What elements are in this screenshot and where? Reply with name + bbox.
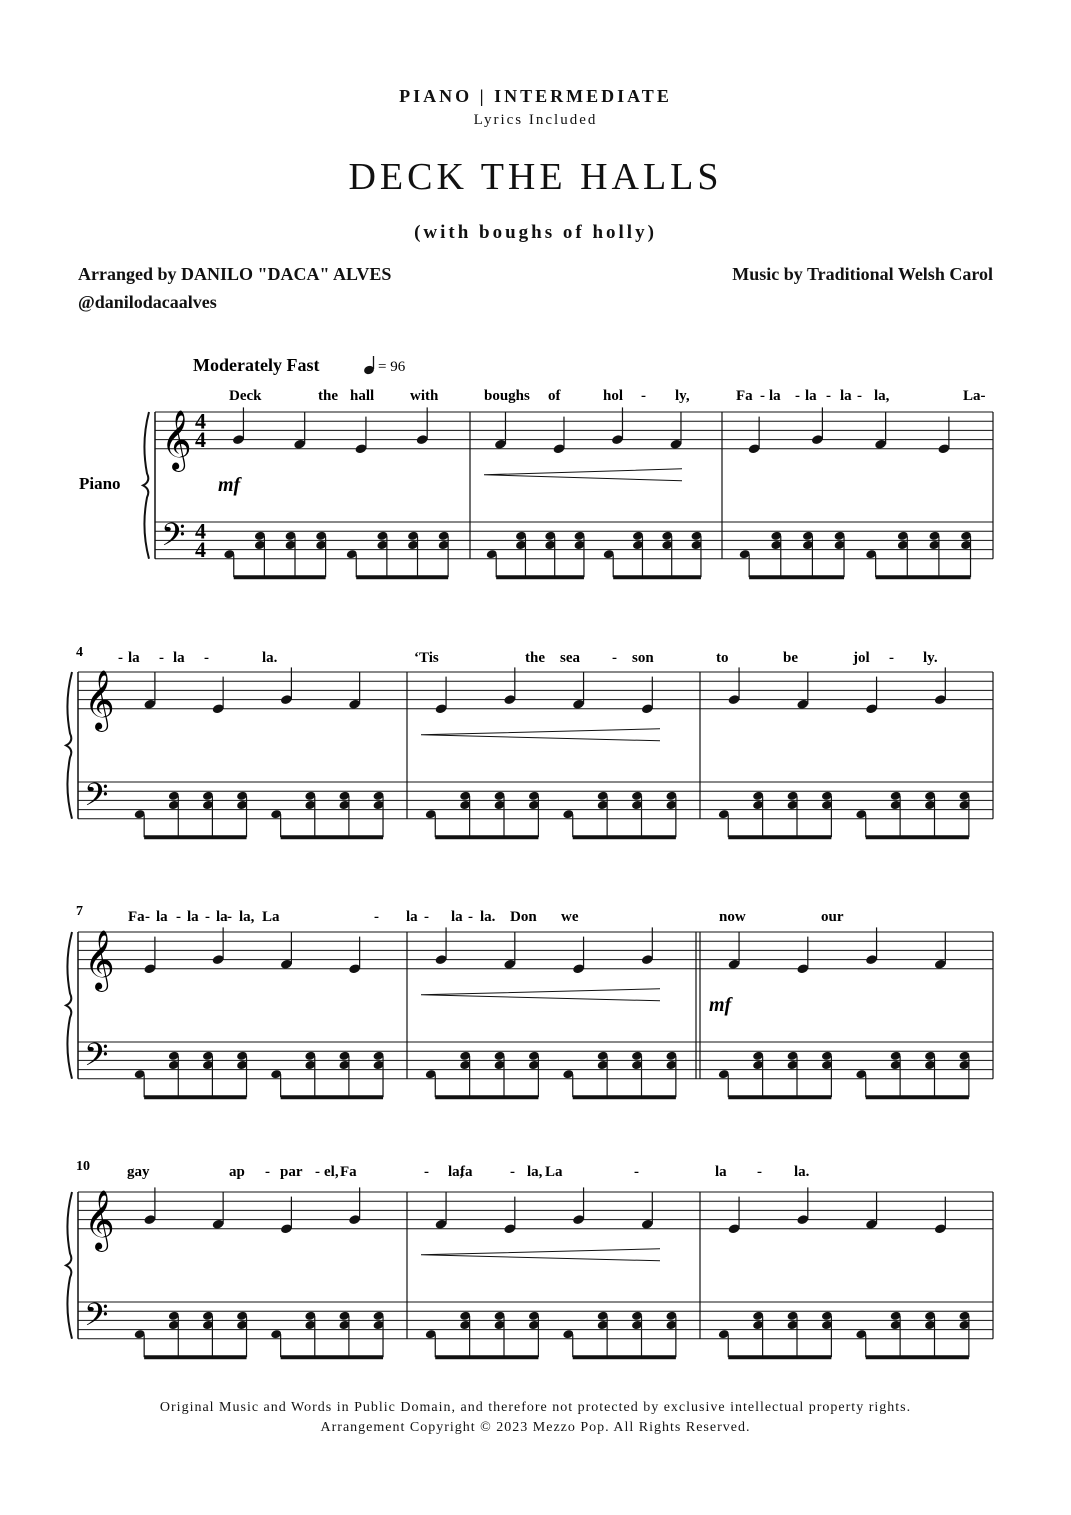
lyric-syllable: La- [963, 388, 986, 404]
lyric-syllable: we [561, 909, 579, 925]
crescendo-hairpin [484, 469, 682, 481]
lyric-syllable: la [805, 388, 817, 404]
song-subtitle: (with boughs of holly) [414, 222, 657, 243]
lyric-syllable: fa [460, 1164, 473, 1180]
lyric-syllable: boughs [484, 388, 530, 404]
crescendo-hairpin [421, 729, 660, 741]
song-title: DECK THE HALLS [348, 156, 723, 198]
lyric-syllable: Fa [736, 388, 753, 404]
lyric-syllable: - [227, 909, 232, 925]
dynamic-marking: mf [709, 994, 732, 1016]
lyric-syllable: Fa [340, 1164, 357, 1180]
footer-copyright: Arrangement Copyright © 2023 Mezzo Pop. All Rights Reserved. [320, 1420, 751, 1435]
lyric-syllable: now [719, 909, 746, 925]
lyric-syllable: be [783, 650, 798, 666]
lyric-syllable: - [857, 388, 862, 404]
composer-credit: Music by Traditional Welsh Carol [732, 264, 993, 284]
lyric-syllable: - [424, 1164, 429, 1180]
bass-clef-icon: 𝄢 [84, 1298, 109, 1341]
footer-public-domain: Original Music and Words in Public Domain, and therefore not protected by exclusive intellectual property rights. [159, 1400, 912, 1415]
measure-number: 4 [76, 645, 83, 660]
lyric-syllable: la [715, 1164, 727, 1180]
lyric-syllable: - [510, 1164, 515, 1180]
lyric-syllable: - [315, 1164, 320, 1180]
difficulty-level: PIANO | INTERMEDIATE [399, 86, 672, 106]
lyric-syllable: - [760, 388, 765, 404]
time-sig-denominator: 4 [195, 426, 206, 452]
lyric-syllable: la [406, 909, 418, 925]
lyric-syllable: la, [239, 909, 255, 925]
lyric-syllable: - [145, 909, 150, 925]
lyric-syllable: - [826, 388, 831, 404]
lyric-syllable: ‘Tis [414, 650, 439, 666]
lyric-syllable: - [634, 1164, 639, 1180]
lyric-syllable: gay [127, 1164, 150, 1180]
lyric-syllable: of [548, 388, 561, 404]
lyric-syllable: - [612, 650, 617, 666]
arranger-credit: Arranged by DANILO "DACA" ALVES [78, 264, 392, 284]
lyric-syllable: - [265, 1164, 270, 1180]
lyric-syllable: to [716, 650, 729, 666]
lyric-syllable: - [889, 650, 894, 666]
brace [143, 412, 149, 559]
treble-clef-icon: 𝄞 [161, 411, 192, 469]
lyric-syllable: la [216, 909, 228, 925]
lyric-syllable: La [545, 1164, 563, 1180]
arranger-handle: @danilodacaalves [78, 292, 217, 312]
lyric-syllable: - [757, 1164, 762, 1180]
tempo-bpm: = 96 [378, 359, 406, 375]
lyric-syllable: la. [480, 909, 496, 925]
lyric-syllable: the [525, 650, 545, 666]
lyric-syllable: la [769, 388, 781, 404]
lyric-syllable: - [424, 909, 429, 925]
lyric-syllable: Deck [229, 388, 262, 404]
lyric-syllable: - [159, 650, 164, 666]
lyric-syllable: - [205, 909, 210, 925]
time-sig-denominator: 4 [195, 536, 206, 562]
lyric-syllable: hall [350, 388, 375, 404]
lyrics-note: Lyrics Included [473, 112, 598, 128]
dynamic-marking: mf [218, 474, 241, 496]
lyric-syllable: la [128, 650, 140, 666]
lyric-syllable: Fa [128, 909, 145, 925]
lyric-syllable: la, [874, 388, 890, 404]
crescendo-hairpin [421, 1249, 660, 1261]
lyric-syllable: la [156, 909, 168, 925]
bass-clef-icon: 𝄢 [84, 778, 109, 821]
lyric-syllable: ap [229, 1164, 245, 1180]
tempo-label: Moderately Fast [193, 355, 320, 375]
lyric-syllable: hol [603, 388, 624, 404]
lyric-syllable: sea [560, 650, 580, 666]
lyric-syllable: la [840, 388, 852, 404]
bass-clef-icon: 𝄢 [84, 1038, 109, 1081]
lyric-syllable: - [374, 909, 379, 925]
bass-clef-icon: 𝄢 [161, 518, 186, 561]
lyric-syllable: par [280, 1164, 303, 1180]
measure-number: 7 [76, 904, 83, 919]
brace [66, 932, 72, 1079]
time-sig-numerator: 4 [195, 408, 206, 434]
lyric-syllable: our [821, 909, 844, 925]
lyric-syllable: Don [510, 909, 537, 925]
lyric-syllable: - [118, 650, 123, 666]
lyric-syllable: - [204, 650, 209, 666]
lyric-syllable: ly, [675, 388, 690, 404]
lyric-syllable: la, [448, 1164, 464, 1180]
brace [66, 1192, 72, 1339]
lyric-syllable: la, [527, 1164, 543, 1180]
treble-clef-icon: 𝄞 [84, 671, 115, 729]
lyric-syllable: - [176, 909, 181, 925]
lyric-syllable: - [468, 909, 473, 925]
treble-clef-icon: 𝄞 [84, 1191, 115, 1249]
brace [66, 672, 72, 819]
lyric-syllable: la [173, 650, 185, 666]
lyric-syllable: son [632, 650, 654, 666]
time-sig-numerator: 4 [195, 518, 206, 544]
lyric-syllable: the [318, 388, 338, 404]
lyric-syllable: la. [794, 1164, 810, 1180]
crescendo-hairpin [421, 989, 660, 1001]
lyric-syllable: el, [324, 1164, 339, 1180]
measure-number: 10 [76, 1159, 90, 1174]
lyric-syllable: - [795, 388, 800, 404]
lyric-syllable: with [410, 388, 439, 404]
lyric-syllable: jol [853, 650, 870, 666]
instrument-label: Piano [79, 474, 121, 493]
lyric-syllable: La [262, 909, 280, 925]
lyric-syllable: la. [262, 650, 278, 666]
lyric-syllable: la [451, 909, 463, 925]
lyric-syllable: ly. [923, 650, 938, 666]
lyric-syllable: - [641, 388, 646, 404]
lyric-syllable: la [187, 909, 199, 925]
treble-clef-icon: 𝄞 [84, 931, 115, 989]
